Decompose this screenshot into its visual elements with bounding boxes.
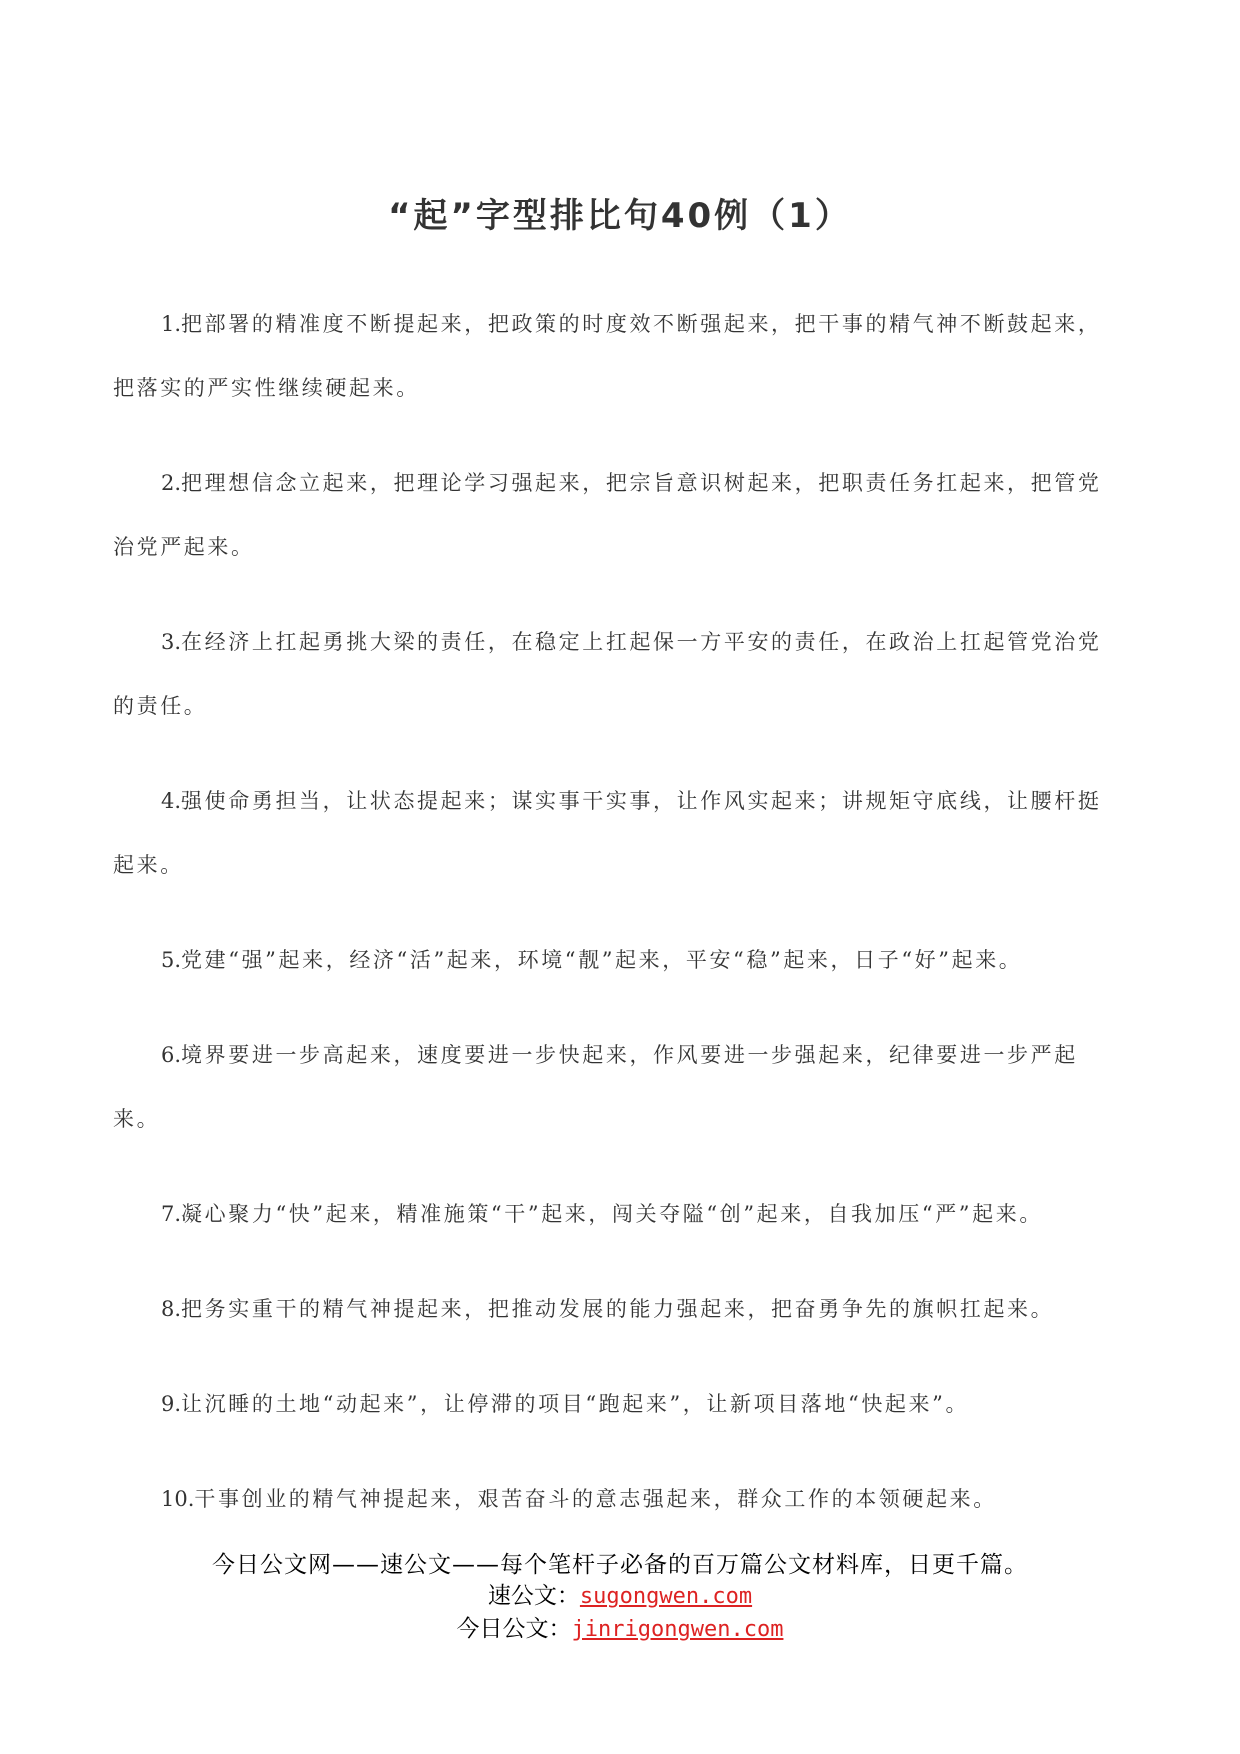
list-item: [113, 1372, 1123, 1436]
item-number: 3.: [161, 630, 182, 654]
item-text: 凝心聚力“快”起来，精准施策“干”起来，闯关夺隘“创”起来，自我加压“严”起来。: [181, 1202, 1043, 1226]
item-text: 境界要进一步高起来，速度要进一步快起来，作风要进一步强起来，纪律要进一步严起来。: [113, 1043, 1078, 1131]
item-text: 把理想信念立起来，把理论学习强起来，把宗旨意识树起来，把职责任务扛起来，把管党治党严起来。: [113, 471, 1102, 559]
footer: [0, 1550, 1240, 1646]
sugongwen-link[interactable]: sugongwen.com: [579, 1584, 753, 1609]
footer-site1: [0, 1580, 1240, 1613]
list-item: [113, 292, 1123, 420]
item-number: 10.: [161, 1487, 195, 1511]
item-text: 强使命勇担当，让状态提起来；谋实事干实事，让作风实起来；讲规矩守底线，让腰杆挺起来。: [113, 789, 1102, 877]
list-item: [113, 769, 1123, 897]
list-item: [113, 928, 1123, 992]
item-text: 把部署的精准度不断提起来，把政策的时度效不断强起来，把干事的精气神不断鼓起来，把落实的严实性继续硬起来。: [113, 312, 1102, 400]
jinrigongwen-link[interactable]: jinrigongwen.com: [571, 1617, 784, 1642]
document-body: [113, 292, 1123, 1562]
item-number: 5.: [161, 948, 182, 972]
footer-site2: [0, 1613, 1240, 1646]
list-item: [113, 610, 1123, 738]
item-text: 让沉睡的土地“动起来”，让停滞的项目“跑起来”，让新项目落地“快起来”。: [181, 1392, 970, 1416]
item-number: 2.: [161, 471, 182, 495]
list-item: [113, 1277, 1123, 1341]
list-item: [113, 1182, 1123, 1246]
item-number: 1.: [161, 312, 182, 336]
item-text: 把务实重干的精气神提起来，把推动发展的能力强起来，把奋勇争先的旗帜扛起来。: [181, 1297, 1055, 1321]
item-number: 4.: [161, 789, 182, 813]
item-number: 6.: [161, 1043, 182, 1067]
footer-site1-label: 速公文：: [487, 1583, 580, 1609]
item-text: 干事创业的精气神提起来，艰苦奋斗的意志强起来，群众工作的本领硬起来。: [194, 1487, 997, 1511]
item-text: 党建“强”起来，经济“活”起来，环境“靓”起来，平安“稳”起来，日子“好”起来。: [181, 948, 1023, 972]
footer-tagline: 今日公文网——速公文——每个笔杆子必备的百万篇公文材料库，日更千篇。: [212, 1552, 1028, 1578]
item-number: 9.: [161, 1392, 182, 1416]
list-item: [113, 1023, 1123, 1151]
footer-site2-label: 今日公文：: [456, 1616, 572, 1642]
item-text: 在经济上扛起勇挑大梁的责任，在稳定上扛起保一方平安的责任，在政治上扛起管党治党的责任。: [113, 630, 1102, 718]
page-title: “起”字型排比句40例（1）: [388, 196, 852, 236]
item-number: 8.: [161, 1297, 182, 1321]
list-item: [113, 1467, 1123, 1531]
item-number: 7.: [161, 1202, 182, 1226]
list-item: [113, 451, 1123, 579]
